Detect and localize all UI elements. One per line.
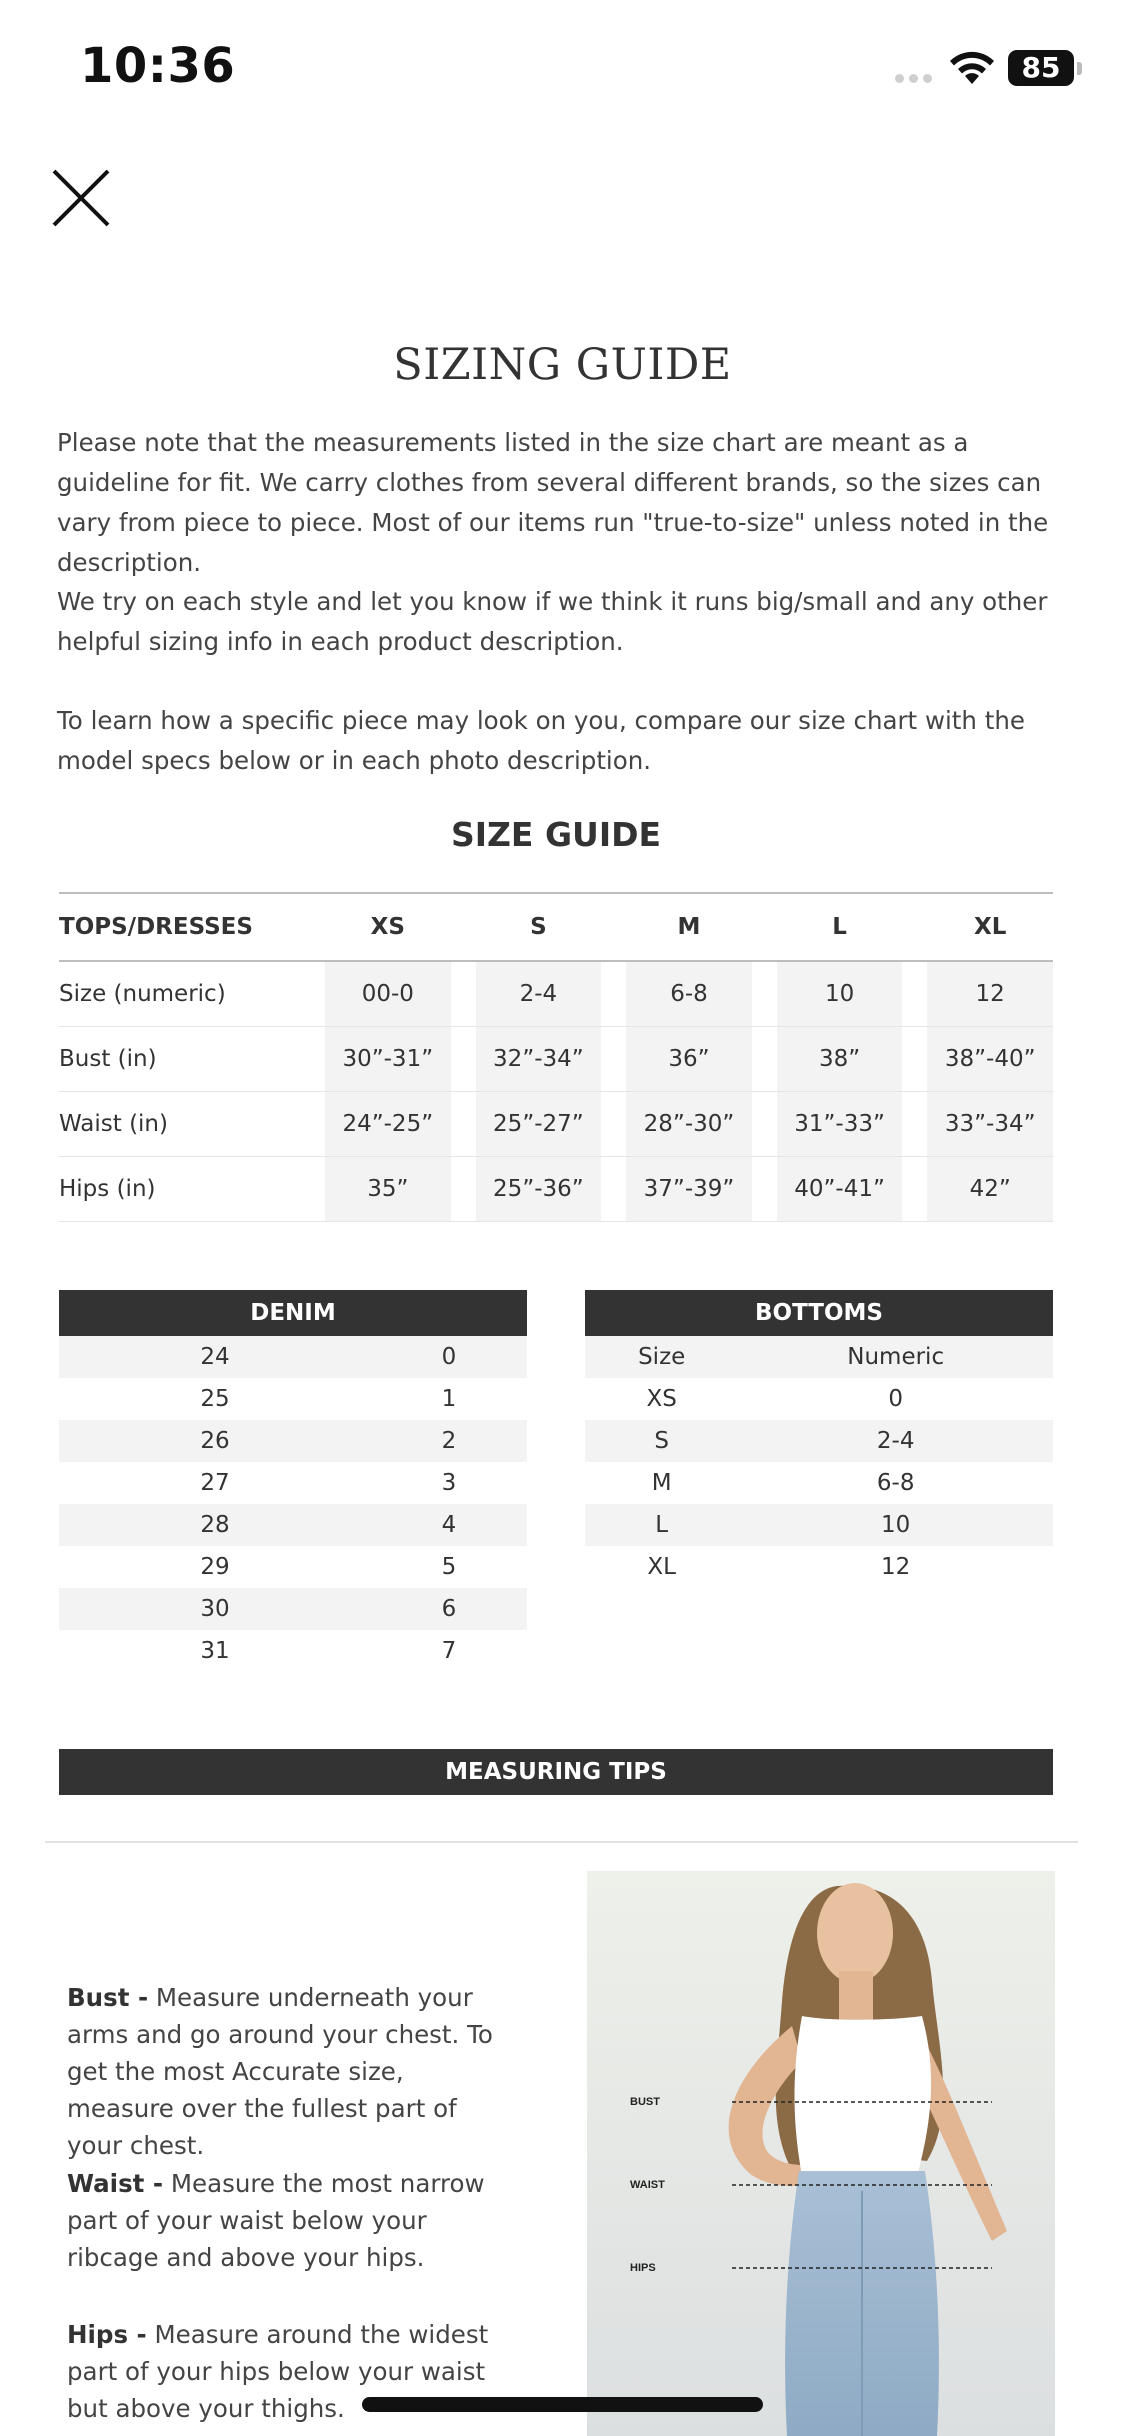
battery-cap xyxy=(1077,62,1082,75)
table-row xyxy=(59,1462,527,1504)
table-cell: 1 xyxy=(441,1386,457,1412)
table-cell: 25”-27” xyxy=(476,1092,602,1157)
size-guide-title: SIZE GUIDE xyxy=(450,815,662,854)
header-cell: XL xyxy=(927,892,1053,962)
table-row xyxy=(59,962,1053,1027)
battery-icon: 85 xyxy=(1008,50,1074,86)
table-cell: 25 xyxy=(200,1386,230,1412)
table-row xyxy=(585,1546,1053,1588)
table-cell: 25”-36” xyxy=(476,1157,602,1222)
table-cell: 31”-33” xyxy=(777,1092,903,1157)
table-cell: 42” xyxy=(927,1157,1053,1222)
header-cell: XS xyxy=(325,892,451,962)
header-cell: L xyxy=(777,892,903,962)
header-cell: M xyxy=(626,892,752,962)
bottoms-table-title: BOTTOMS xyxy=(585,1290,1053,1336)
size-table xyxy=(59,892,1053,1222)
intro-paragraph-3: To learn how a specific piece may look on you, compare our size chart with the model specs below or in each photo description. xyxy=(57,706,1025,775)
table-cell: 0 xyxy=(371,1336,527,1378)
tip-label: Bust - xyxy=(67,1983,149,2012)
table-cell: S xyxy=(585,1420,738,1462)
status-bar xyxy=(0,0,1125,140)
table-cell: 6-8 xyxy=(626,962,752,1027)
row-label: Hips (in) xyxy=(59,1157,325,1222)
intro-paragraph-2: We try on each style and let you know if we think it runs big/small and any other helpful sizing info in each product description. xyxy=(57,587,1048,656)
cellular-signal-icon xyxy=(895,74,935,86)
table-row xyxy=(59,1630,527,1672)
table-cell: 10 xyxy=(777,962,903,1027)
table-cell: XS xyxy=(646,1386,677,1412)
tip-text: Measure around the widest part of your hips below your waist but above your thighs. xyxy=(67,2320,489,2423)
table-cell: 12 xyxy=(881,1554,911,1580)
size-table-header xyxy=(59,892,1053,962)
table-row xyxy=(59,1092,1053,1157)
table-cell: 3 xyxy=(441,1470,457,1496)
table-cell: XL xyxy=(647,1554,676,1580)
table-cell: M xyxy=(651,1470,672,1496)
measuring-tips-header: MEASURING TIPS xyxy=(59,1749,1053,1795)
header-cell: TOPS/DRESSES xyxy=(59,892,325,962)
photo-label-hips: HIPS xyxy=(630,2262,656,2274)
table-cell: 0 xyxy=(888,1386,904,1412)
table-cell: 12 xyxy=(927,962,1053,1027)
table-row xyxy=(585,1504,1053,1546)
table-row xyxy=(585,1462,1053,1504)
table-cell: 2-4 xyxy=(476,962,602,1027)
table-cell: 28”-30” xyxy=(626,1092,752,1157)
table-cell: 37”-39” xyxy=(626,1157,752,1222)
table-cell: 4 xyxy=(371,1504,527,1546)
table-row xyxy=(585,1336,1053,1378)
photo-label-bust: BUST xyxy=(630,2096,660,2108)
table-cell: 24”-25” xyxy=(325,1092,451,1157)
home-indicator[interactable] xyxy=(362,2397,763,2412)
divider xyxy=(45,1841,1078,1843)
tip-text: Measure underneath your arms and go around your chest. To get the most Accurate size, measure over the fullest part of your chest. xyxy=(67,1983,493,2160)
table-cell: 2 xyxy=(371,1420,527,1462)
table-cell: 35” xyxy=(325,1157,451,1222)
table-cell: 6-8 xyxy=(876,1470,915,1496)
wifi-icon xyxy=(948,50,996,86)
table-cell: 5 xyxy=(441,1554,457,1580)
table-row xyxy=(59,1336,527,1378)
header-cell: S xyxy=(476,892,602,962)
table-row xyxy=(59,1157,1053,1222)
intro-paragraph-1: Please note that the measurements listed in the size chart are meant as a guideline for fit. We carry clothes from several different brands, so the sizes can vary from piece to piece. Most of our items run "true-to-size" unless noted in the description. xyxy=(57,428,1049,577)
tip-waist xyxy=(67,2165,507,2276)
photo-label-waist: WAIST xyxy=(630,2179,665,2191)
table-row xyxy=(59,1504,527,1546)
table-row xyxy=(59,1546,527,1588)
close-icon[interactable] xyxy=(48,165,114,231)
table-cell: Size xyxy=(585,1336,738,1378)
table-cell: Numeric xyxy=(738,1336,1053,1378)
table-cell: 27 xyxy=(200,1470,230,1496)
status-time: 10:36 xyxy=(80,38,236,94)
table-cell: 10 xyxy=(738,1504,1053,1546)
tip-bust xyxy=(67,1979,507,2164)
table-row xyxy=(585,1420,1053,1462)
table-cell: 36” xyxy=(626,1027,752,1092)
table-cell: 2-4 xyxy=(738,1420,1053,1462)
table-cell: 31 xyxy=(200,1638,230,1664)
table-cell: 26 xyxy=(59,1420,371,1462)
table-cell: 24 xyxy=(59,1336,371,1378)
denim-table-title: DENIM xyxy=(59,1290,527,1336)
table-cell: 30”-31” xyxy=(325,1027,451,1092)
table-cell: 30 xyxy=(59,1588,371,1630)
table-row xyxy=(59,1588,527,1630)
denim-table xyxy=(59,1290,527,1672)
model-measurement-photo xyxy=(587,1871,1055,2436)
row-label: Bust (in) xyxy=(59,1027,325,1092)
row-label: Waist (in) xyxy=(59,1092,325,1157)
tip-label: Hips - xyxy=(67,2320,147,2349)
table-cell: 38”-40” xyxy=(927,1027,1053,1092)
table-cell: 38” xyxy=(777,1027,903,1092)
table-row xyxy=(59,1027,1053,1092)
table-row xyxy=(59,1420,527,1462)
table-row xyxy=(585,1378,1053,1420)
table-cell: 33”-34” xyxy=(927,1092,1053,1157)
page-title: SIZING GUIDE xyxy=(393,340,732,390)
table-cell: 29 xyxy=(200,1554,230,1580)
table-cell: L xyxy=(585,1504,738,1546)
tip-label: Waist - xyxy=(67,2169,164,2198)
table-cell: 40”-41” xyxy=(777,1157,903,1222)
table-cell: 28 xyxy=(59,1504,371,1546)
table-cell: 00-0 xyxy=(325,962,451,1027)
table-row xyxy=(59,1378,527,1420)
bottoms-table xyxy=(585,1290,1053,1588)
row-label: Size (numeric) xyxy=(59,962,325,1027)
tip-text: Measure the most narrow part of your waist below your ribcage and above your hips. xyxy=(67,2169,485,2272)
table-cell: 7 xyxy=(441,1638,457,1664)
table-cell: 32”-34” xyxy=(476,1027,602,1092)
table-cell: 6 xyxy=(371,1588,527,1630)
